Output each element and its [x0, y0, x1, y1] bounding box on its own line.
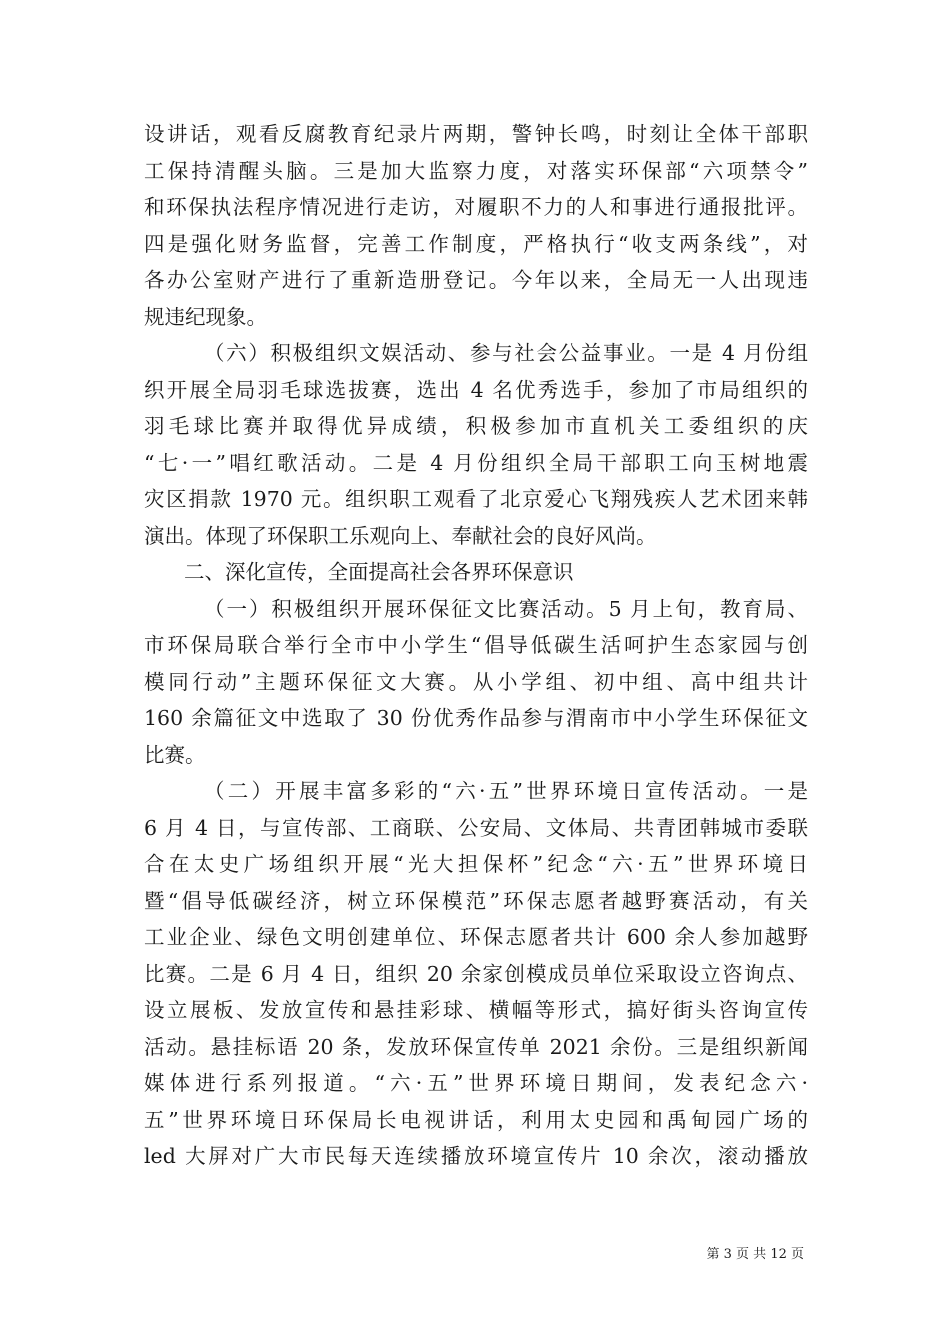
- text-line: 暨“倡导低碳经济，树立环保模范”环保志愿者越野赛活动，有关: [144, 888, 808, 913]
- text-line: “七·一”唱红歌活动。二是 4 月份组织全局干部职工向玉树地震: [144, 450, 808, 475]
- text-line: 各办公室财产进行了重新造册登记。今年以来，全局无一人出现违: [144, 268, 808, 292]
- text-line: 五”世界环境日环保局长电视讲话，利用太史园和禹甸园广场的: [144, 1107, 808, 1132]
- text-line: 6 月 4 日，与宣传部、工商联、公安局、文体局、共青团韩城市委联: [144, 815, 808, 840]
- page-number: 第 3 页 共 12 页: [706, 1247, 804, 1262]
- text-line: 设立展板、发放宣传和悬挂彩球、横幅等形式，搞好街头咨询宣传: [144, 998, 808, 1022]
- text-line: 市环保局联合举行全市中小学生“倡导低碳生活呵护生态家园与创: [144, 633, 808, 657]
- text-line: 合在太史广场组织开展“光大担保杯”纪念“六·五”世界环境日: [144, 852, 808, 876]
- text-line: 比赛。: [144, 742, 206, 767]
- text-line: （一）积极组织开展环保征文比赛活动。5 月上旬，教育局、: [204, 596, 808, 621]
- text-line: 工业企业、绿色文明创建单位、环保志愿者共计 600 余人参加越野: [144, 925, 808, 949]
- text-line: 演出。体现了环保职工乐观向上、奉献社会的良好风尚。: [144, 523, 657, 548]
- text-line: 媒体进行系列报道。“六·五”世界环境日期间，发表纪念六·: [144, 1071, 808, 1095]
- text-line: 织开展全局羽毛球选拔赛，选出 4 名优秀选手，参加了市局组织的: [144, 377, 808, 402]
- text-line: （六）积极组织文娱活动、参与社会公益事业。一是 4 月份组: [204, 341, 808, 365]
- text-line: led 大屏对广大市民每天连续播放环境宣传片 10 余次，滚动播放: [144, 1144, 808, 1168]
- text-line: （二）开展丰富多彩的“六·五”世界环境日宣传活动。一是: [204, 779, 808, 803]
- text-line: 四是强化财务监督，完善工作制度，严格执行“收支两条线”，对: [144, 231, 808, 256]
- text-line: 模同行动”主题环保征文大赛。从小学组、初中组、高中组共计: [144, 669, 808, 694]
- text-line: 和环保执法程序情况进行走访，对履职不力的人和事进行通报批评。: [144, 195, 808, 219]
- text-line: 比赛。二是 6 月 4 日，组织 20 余家创模成员单位采取设立咨询点、: [144, 961, 808, 986]
- text-line: 活动。悬挂标语 20 条，发放环保宣传单 2021 余份。三是组织新闻: [144, 1034, 808, 1059]
- text-line: 规违纪现象。: [144, 304, 267, 329]
- text-line: 灾区捐款 1970 元。组织职工观看了北京爱心飞翔残疾人艺术团来韩: [144, 487, 808, 511]
- text-line: 二、深化宣传，全面提高社会各界环保意识: [184, 560, 574, 584]
- text-line: 160 余篇征文中选取了 30 份优秀作品参与渭南市中小学生环保征文: [144, 706, 808, 730]
- text-line: 工保持清醒头脑。三是加大监察力度，对落实环保部“六项禁令”: [144, 158, 808, 183]
- text-line: 羽毛球比赛并取得优异成绩，积极参加市直机关工委组织的庆: [144, 414, 808, 438]
- text-line: 设讲话，观看反腐教育纪录片两期，警钟长鸣，时刻让全体干部职: [144, 122, 808, 146]
- document-body: [144, 116, 808, 1175]
